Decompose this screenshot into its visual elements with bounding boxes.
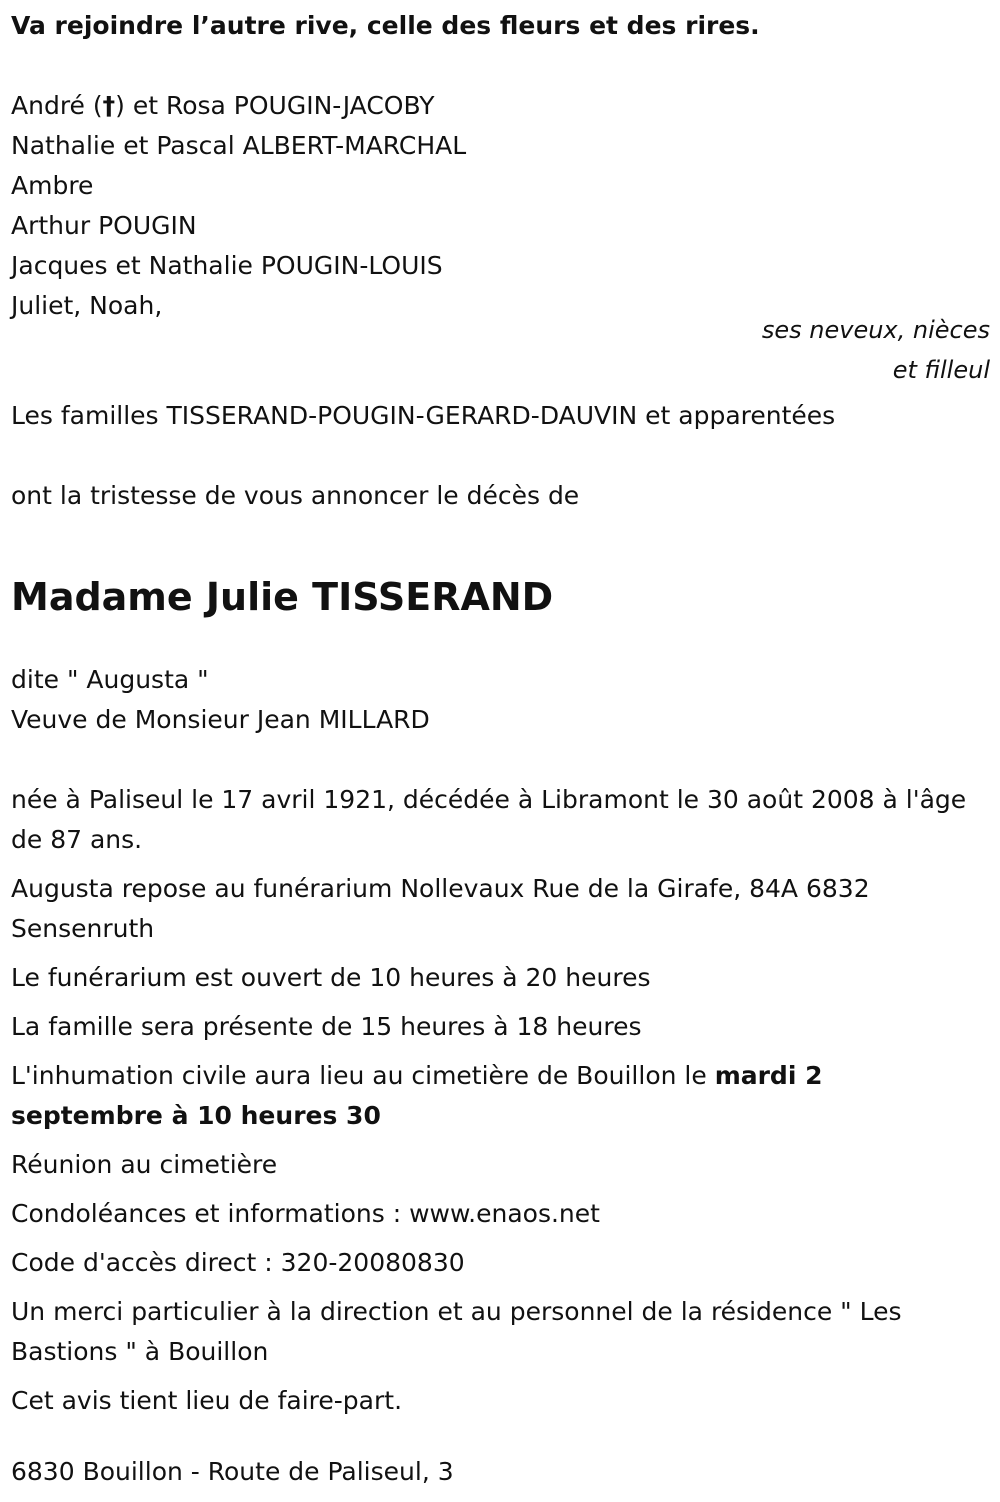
family-presence: La famille sera présente de 15 heures à 18 heures xyxy=(11,1012,642,1041)
funeral-info xyxy=(11,780,990,1421)
notice: Cet avis tient lieu de faire-part. xyxy=(11,1386,403,1415)
epigraph: Va rejoindre l’autre rive, celle des fleurs et des rires. xyxy=(11,11,760,40)
relation-note-continued: et filleul xyxy=(892,356,990,384)
nickname: dite " Augusta " xyxy=(11,665,209,694)
opening-hours: Le funérarium est ouvert de 10 heures à 20 heures xyxy=(11,963,651,992)
family-line: Arthur POUGIN xyxy=(11,211,197,240)
announcement: ont la tristesse de vous annoncer le décès de xyxy=(11,481,580,510)
meeting-place: Réunion au cimetière xyxy=(11,1150,278,1179)
deceased-name: Madame Julie TISSERAND xyxy=(11,575,554,619)
family-line-andre-rosa xyxy=(11,86,990,126)
family-line-before-cross: André ( xyxy=(11,91,103,120)
access-code: Code d'accès direct : 320-20080830 xyxy=(11,1248,465,1277)
burial-info xyxy=(11,1056,971,1136)
burial-date: mardi 2 septembre à 10 heures 30 xyxy=(11,1061,823,1130)
widow-of: Veuve de Monsieur Jean MILLARD xyxy=(11,705,430,734)
birth-death-info: née à Paliseul le 17 avril 1921, décédée à Libramont le 30 août 2008 à l'âge de 87 ans. xyxy=(11,785,967,854)
burial-intro: L'inhumation civile aura lieu au cimetière de Bouillon le xyxy=(11,1061,715,1090)
family-line-after-cross: ) et Rosa POUGIN-JACOBY xyxy=(115,91,435,120)
extended-family: Les familles TISSERAND-POUGIN-GERARD-DAUVIN et apparentées xyxy=(11,401,836,430)
obituary-page xyxy=(0,6,1000,1502)
address: 6830 Bouillon - Route de Paliseul, 3 xyxy=(11,1457,454,1486)
thanks: Un merci particulier à la direction et au personnel de la résidence " Les Bastions " à Bouillon xyxy=(11,1297,902,1366)
family-line: Jacques et Nathalie POUGIN-LOUIS xyxy=(11,251,443,280)
relation-note: ses neveux, nièces xyxy=(761,316,990,344)
cross-icon: † xyxy=(102,91,116,120)
family-line: Nathalie et Pascal ALBERT-MARCHAL xyxy=(11,131,467,160)
condolences: Condoléances et informations : www.enaos.net xyxy=(11,1199,600,1228)
family-line: Ambre xyxy=(11,171,94,200)
rest-place: Augusta repose au funérarium Nollevaux Rue de la Girafe, 84A 6832 Sensenruth xyxy=(11,874,870,943)
family-list xyxy=(11,86,990,326)
family-line: Juliet, Noah, xyxy=(11,291,163,320)
